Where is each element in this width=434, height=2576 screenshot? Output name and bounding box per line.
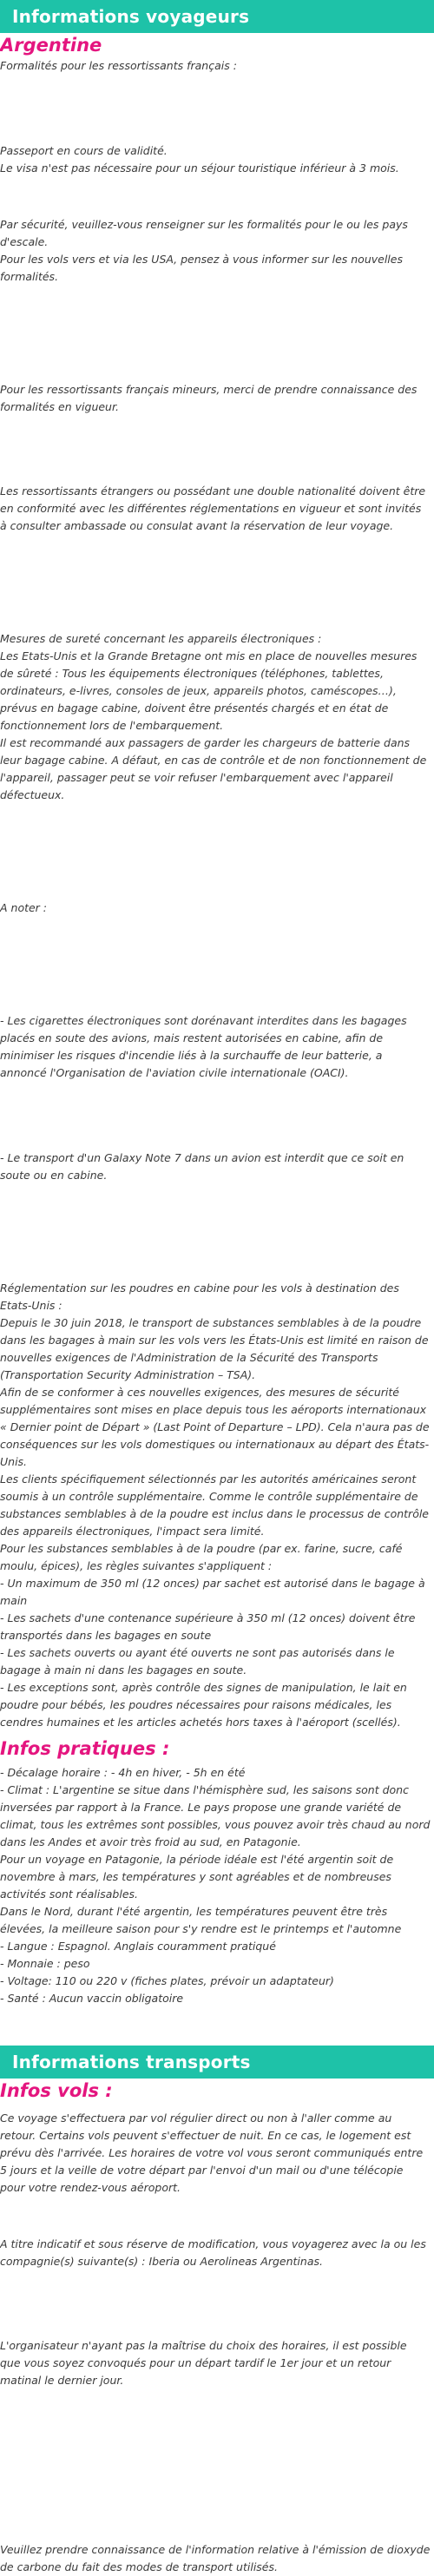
text-paragraph: Passeport en cours de validité. [0, 142, 431, 160]
text-paragraph: Pour les ressortissants français mineurs, merci de prendre connaissance des formalités en vigueur. [0, 381, 431, 416]
banner-informations-voyageurs: Informations voyageurs [0, 0, 434, 33]
text-paragraph: - Le transport d'un Galaxy Note 7 dans un avion est interdit que ce soit en soute ou en cabine. [0, 1150, 431, 1184]
text-paragraph: - Un maximum de 350 ml (12 onces) par sachet est autorisé dans le bagage à main [0, 1575, 431, 1610]
blank-line [0, 574, 431, 591]
blank-line [0, 1195, 431, 1212]
text-paragraph: Veuillez prendre connaissance de l'information relative à l'émission de dioxyde de carbone du fait des modes de transport utilisés. [0, 2541, 431, 2576]
blank-line [0, 956, 431, 973]
section-infos-vols [0, 2079, 434, 2576]
text-paragraph: - Monnaie : peso [0, 1955, 431, 1973]
text-paragraph: Les ressortissants étrangers ou possédant une double nationalité doivent être en conformité avec les différentes réglementations en vigueur et sont invités à consulter ambassade ou consulat avant la réservation de leur voyage. [0, 483, 431, 535]
section-infos-pratiques [0, 1736, 434, 2007]
argentine-content [0, 57, 434, 1731]
blank-line [0, 296, 431, 313]
blank-line [0, 843, 431, 860]
text-paragraph: Les Etats-Unis et la Grande Bretagne ont mis en place de nouvelles mesures de sûreté : Tous les équipements électroniques (téléphones, tablettes, ordinateurs, e-livres, consoles de jeux, appareils photos, caméscopes…), prévus en bagage cabine, doivent être présentés chargés et en état de fonctionnement lors de l'embarquement. [0, 648, 431, 735]
blank-line [0, 2281, 431, 2298]
infos-pratiques-content [0, 1764, 434, 2007]
blank-line [0, 872, 431, 889]
text-paragraph: Pour un voyage en Patagonie, la période idéale est l'été argentin soit de novembre à mars, les températures y sont agréables et de nombreuses activités sont réalisables. [0, 1851, 431, 1903]
blank-line [0, 1093, 431, 1110]
blank-line [0, 2207, 431, 2224]
text-paragraph: Afin de se conformer à ces nouvelles exigences, des mesures de sécurité supplémentaires sont mises en place depuis tous les aéroports internationaux « Dernier point de Départ » (Last Point of Departure – LPD). Cela n'aura pas de conséquences sur les vols domestiques ou internationaux au départ des États-Unis. [0, 1384, 431, 1471]
text-paragraph: Mesures de sureté concernant les appareils électroniques : [0, 630, 431, 648]
heading-argentine: Argentine [0, 33, 434, 57]
text-paragraph: - Les cigarettes électroniques sont dorénavant interdites dans les bagages placés en soute des avions, mais restent autorisées en cabine, afin de minimiser les risques d'incendie liés à la surchauffe de leur batterie, a annoncé l'Organisation de l'aviation civile internationale (OACI). [0, 1012, 431, 1082]
blank-line [0, 985, 431, 1002]
blank-line [0, 188, 431, 205]
blank-line [0, 1121, 431, 1138]
heading-infos-vols: Infos vols : [0, 2079, 434, 2103]
text-paragraph: A noter : [0, 899, 431, 917]
text-paragraph: - Les sachets d'une contenance supérieure à 350 ml (12 onces) doivent être transportés dans les bagages en soute [0, 1610, 431, 1644]
text-paragraph: Depuis le 30 juin 2018, le transport de substances semblables à de la poudre dans les bagages à main sur les vols vers les États-Unis est limité en raison de nouvelles exigences de l'Administration de la Sécurité des Transports (Transportation Security Administration – TSA). [0, 1314, 431, 1384]
text-paragraph: Par sécurité, veuillez-vous renseigner sur les formalités pour le ou les pays d'escale. [0, 216, 431, 251]
text-paragraph: Ce voyage s'effectuera par vol régulier direct ou non à l'aller comme au retour. Certains vols peuvent s'effectuer de nuit. En ce cas, le logement est prévu dès l'arrivée. Les horaires de votre vol vous seront communiqués entre 5 jours et la veille de votre départ par l'envoi d'un mail ou d'une télécopie pour votre rendez-vous aéroport. [0, 2110, 431, 2197]
text-paragraph: A titre indicatif et sous réserve de modification, vous voyagerez avec la ou les compagnie(s) suivante(s) : Iberia ou Aerolineas Argentinas. [0, 2236, 431, 2270]
blank-line [0, 114, 431, 131]
text-paragraph: Réglementation sur les poudres en cabine pour les vols à destination des Etats-Unis : [0, 1280, 431, 1314]
blank-line [0, 2513, 431, 2531]
text-paragraph: L'organisateur n'ayant pas la maîtrise du choix des horaires, il est possible que vous soyez convoqués pour un départ tardif le 1er jour et un retour matinal le dernier jour. [0, 2337, 431, 2389]
text-paragraph: Il est recommandé aux passagers de garder les chargeurs de batterie dans leur bagage cabine. A défaut, en cas de contrôle et de non fonctionnement de l'appareil, passager peut se voir refuser l'embarquement avec l'appareil défectueux. [0, 735, 431, 804]
text-paragraph: - Les sachets ouverts ou ayant été ouverts ne sont pas autorisés dans le bagage à main ni dans les bagages en soute. [0, 1644, 431, 1679]
text-paragraph: Pour les vols vers et via les USA, pensez à vous informer sur les nouvelles formalités. [0, 251, 431, 286]
text-paragraph: - Voltage: 110 ou 220 v (fiches plates, prévoir un adaptateur) [0, 1973, 431, 1990]
blank-line [0, 325, 431, 342]
infos-vols-content [0, 2110, 434, 2576]
section-argentine [0, 33, 434, 1731]
text-paragraph: - Langue : Espagnol. Anglais couramment pratiqué [0, 1938, 431, 1955]
blank-line [0, 2428, 431, 2446]
blank-line [0, 815, 431, 833]
blank-line [0, 455, 431, 472]
banner-informations-transports: Informations transports [0, 2046, 434, 2079]
text-paragraph: - Décalage horaire : - 4h en hiver, - 5h en été [0, 1764, 431, 1782]
text-paragraph: - Climat : L'argentine se situe dans l'hémisphère sud, les saisons sont donc inversées par rapport à la France. Le pays propose une grande variété de climat, tous les extrêmes sont possibles, vous pouvez avoir très chaud au nord dans les Andes et avoir très froid au sud, en Patagonie. [0, 1782, 431, 1851]
text-paragraph: Les clients spécifiquement sélectionnés par les autorités américaines seront soumis à un contrôle supplémentaire. Comme le contrôle supplémentaire de substances semblables à de la poudre est inclus dans le processus de contrôle des appareils électroniques, l'impact sera limité. [0, 1471, 431, 1540]
blank-line [0, 928, 431, 945]
blank-line [0, 603, 431, 620]
text-paragraph: Dans le Nord, durant l'été argentin, les températures peuvent être très élevées, la meilleure saison pour s'y rendre est le printemps et l'automne [0, 1903, 431, 1938]
spacer [0, 2007, 434, 2046]
text-paragraph: Formalités pour les ressortissants français : [0, 57, 431, 75]
blank-line [0, 426, 431, 444]
text-paragraph: - Les exceptions sont, après contrôle des signes de manipulation, le lait en poudre pour bébés, les poudres nécessaires pour raisons médicales, les cendres humaines et les articles achetés hors taxes à l'aéroport (scellés). [0, 1679, 431, 1731]
text-paragraph: - Santé : Aucun vaccin obligatoire [0, 1990, 431, 2007]
blank-line [0, 86, 431, 103]
blank-line [0, 2309, 431, 2327]
text-paragraph: Le visa n'est pas nécessaire pour un séjour touristique inférieur à 3 mois. [0, 160, 431, 177]
blank-line [0, 2401, 431, 2418]
blank-line [0, 1223, 431, 1241]
blank-line [0, 546, 431, 563]
blank-line [0, 352, 431, 370]
blank-line [0, 1251, 431, 1268]
blank-line [0, 2485, 431, 2502]
heading-infos-pratiques: Infos pratiques : [0, 1736, 434, 1761]
text-paragraph: Pour les substances semblables à de la poudre (par ex. farine, sucre, café moulu, épices), les règles suivantes s'appliquent : [0, 1540, 431, 1575]
